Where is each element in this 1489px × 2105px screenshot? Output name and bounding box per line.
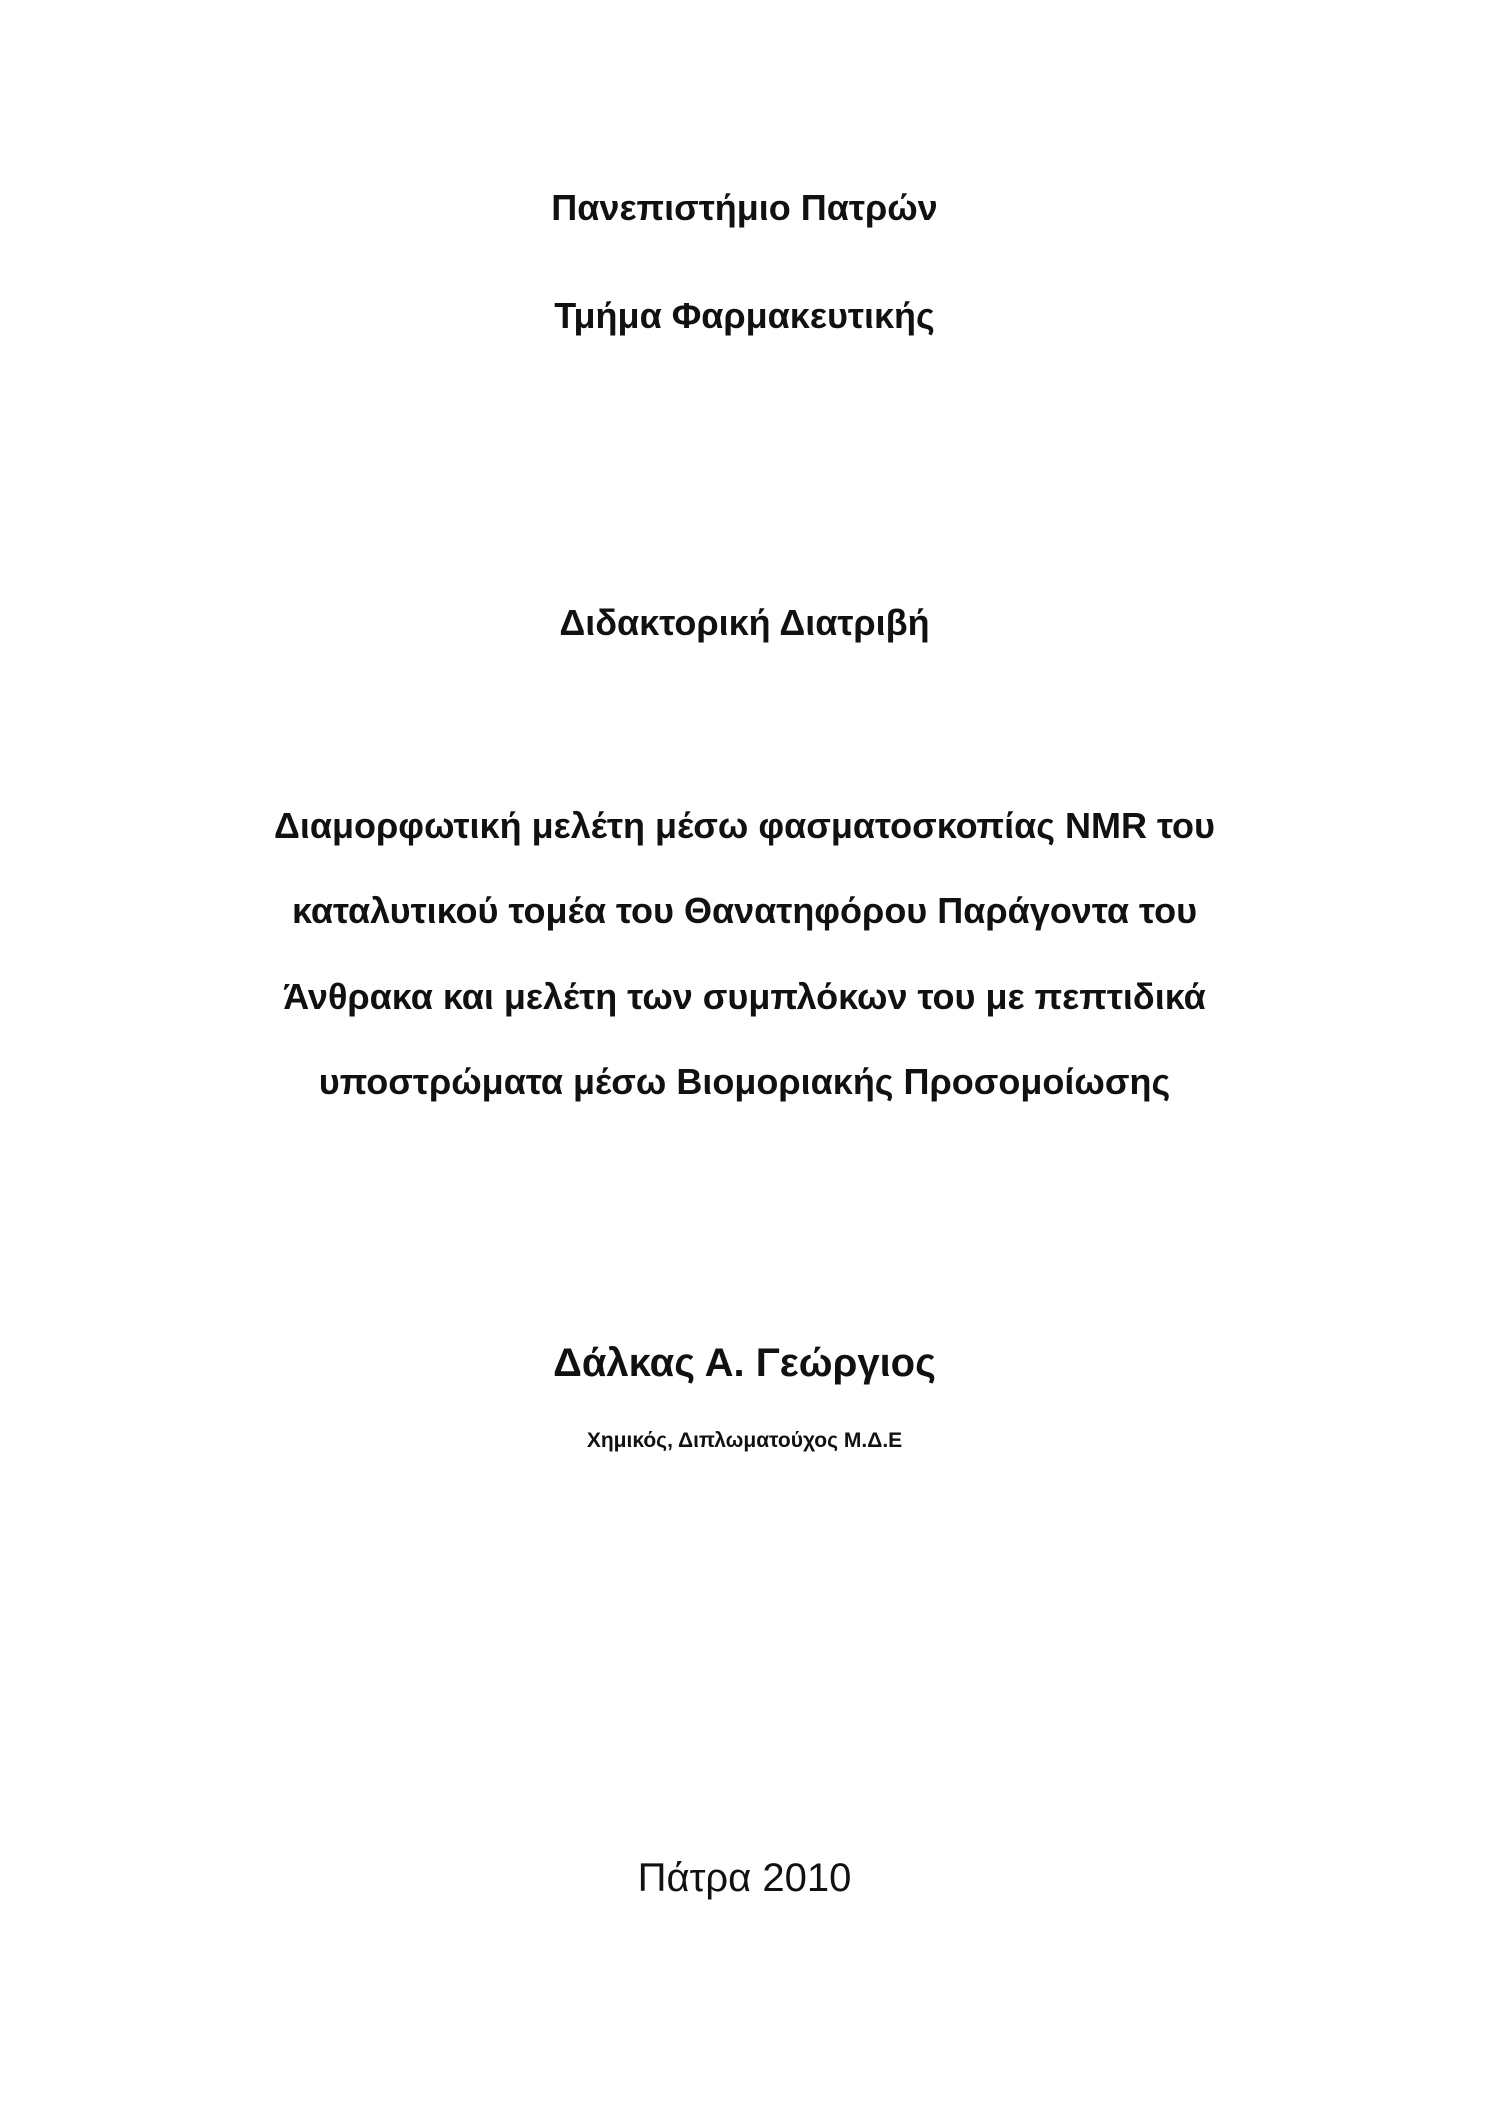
place-year: Πάτρα 2010 — [637, 1856, 852, 1900]
university-name: Πανεπιστήμιο Πατρών — [551, 187, 938, 228]
department-name: Τμήμα Φαρμακευτικής — [554, 295, 935, 336]
thesis-title-line: υποστρώματα μέσω Βιομοριακής Προσομοίωσης — [318, 1061, 1171, 1102]
document-type: Διδακτορική Διατριβή — [559, 602, 930, 643]
thesis-title-line: Διαμορφωτική μελέτη μέσω φασματοσκοπίας NMR του — [274, 805, 1215, 846]
author-name: Δάλκας Α. Γεώργιος — [553, 1341, 936, 1385]
author-credentials: Χημικός, Διπλωματούχος Μ.Δ.Ε — [586, 1429, 903, 1452]
thesis-title-line: καταλυτικού τομέα του Θανατηφόρου Παράγοντα του — [291, 890, 1198, 931]
thesis-title-line: Άνθρακα και μελέτη των συμπλόκων του με πεπτιδικά — [283, 976, 1206, 1017]
